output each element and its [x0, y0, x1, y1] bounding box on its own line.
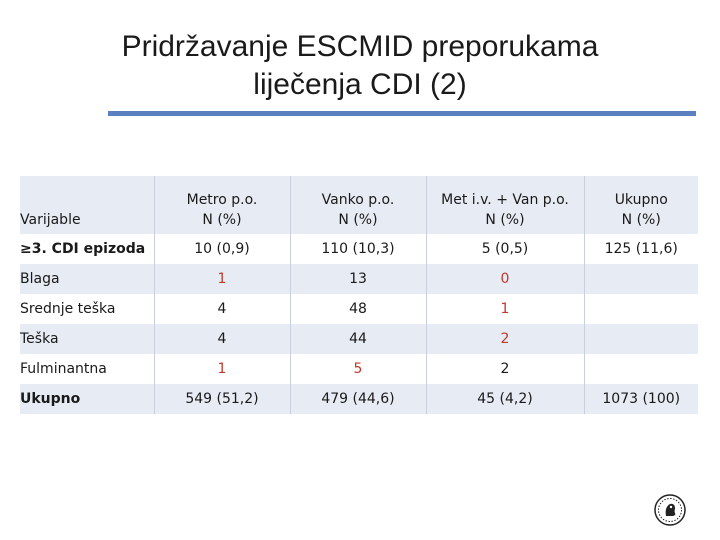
title-underline-bar — [108, 111, 696, 116]
table-cell: 48 — [290, 294, 426, 324]
table-cell: 2 — [426, 324, 584, 354]
table-cell: 10 (0,9) — [154, 234, 290, 264]
seal-emblem-icon — [654, 494, 686, 526]
table-cell: 5 (0,5) — [426, 234, 584, 264]
table-cell: 4 — [154, 324, 290, 354]
header-cell-total — [584, 176, 698, 234]
header-total-line2: N (%) — [621, 212, 661, 228]
table-row — [20, 294, 698, 324]
table-cell: 110 (10,3) — [290, 234, 426, 264]
table-row — [20, 234, 698, 264]
table-cell — [584, 354, 698, 384]
header-metro-line1: Metro p.o. — [186, 192, 258, 208]
header-vanko-line2: N (%) — [338, 212, 378, 228]
row-label: Fulminantna — [20, 361, 107, 377]
header-combo-line2: N (%) — [485, 212, 525, 228]
row-label: Blaga — [20, 271, 60, 287]
table-cell: 479 (44,6) — [290, 384, 426, 414]
table-cell: 5 — [290, 354, 426, 384]
header-cell-metro — [154, 176, 290, 234]
row-label: Srednje teška — [20, 301, 116, 317]
header-variable-label: Varijable — [20, 212, 81, 228]
table-cell: 1 — [426, 294, 584, 324]
table-header-row — [20, 176, 698, 234]
table-cell: 125 (11,6) — [584, 234, 698, 264]
table-cell: 13 — [290, 264, 426, 294]
slide-title — [0, 28, 720, 104]
header-vanko-line1: Vanko p.o. — [321, 192, 395, 208]
table-row — [20, 324, 698, 354]
table-row — [20, 354, 698, 384]
row-label: ≥3. CDI epizoda — [20, 241, 146, 257]
results-table — [20, 176, 698, 414]
table-cell: 44 — [290, 324, 426, 354]
header-total-line1: Ukupno — [614, 192, 668, 208]
slide-title-line-2: liječenja CDI (2) — [253, 68, 467, 101]
table-cell: 4 — [154, 294, 290, 324]
header-cell-vanko — [290, 176, 426, 234]
header-cell-variable — [20, 176, 154, 234]
table-row — [20, 384, 698, 414]
row-label: Ukupno — [20, 391, 81, 407]
header-cell-combo — [426, 176, 584, 234]
table-cell: 45 (4,2) — [426, 384, 584, 414]
row-label: Teška — [20, 331, 59, 347]
table-row — [20, 264, 698, 294]
table-cell: 549 (51,2) — [154, 384, 290, 414]
header-metro-line2: N (%) — [202, 212, 242, 228]
header-combo-line1: Met i.v. + Van p.o. — [441, 192, 569, 208]
table-cell: 1073 (100) — [584, 384, 698, 414]
table-cell — [584, 264, 698, 294]
table-cell: 2 — [426, 354, 584, 384]
slide-title-line-1: Pridržavanje ESCMID preporukama — [121, 30, 599, 63]
table-cell: 1 — [154, 354, 290, 384]
table-cell: 1 — [154, 264, 290, 294]
table-cell: 0 — [426, 264, 584, 294]
table-cell — [584, 294, 698, 324]
table-cell — [584, 324, 698, 354]
